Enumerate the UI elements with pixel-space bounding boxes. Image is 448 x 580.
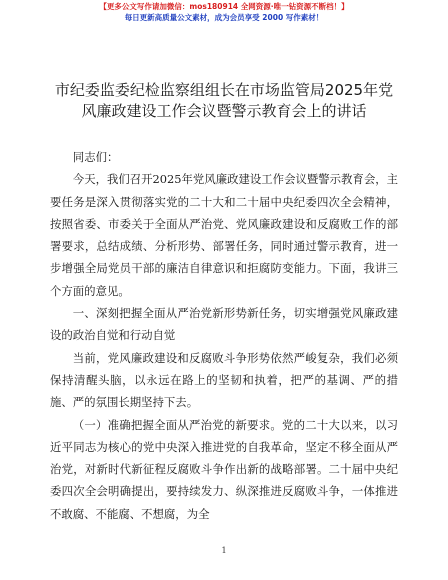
subsection-1: （一）准确把握全面从严治党的新要求。党的二十大以来，以习近平同志为核心的党中央深入推进党的自我革命，坚定不移全面从严治党，对新时代新征程反腐败斗争作出新的战略部署。二十届中央纪委四次全会明确提出，要持续发力、纵深推进反腐败斗争，一体推进不敢腐、不能腐、不想腐，为全 [50, 417, 398, 521]
document-body [50, 146, 398, 525]
document-title: 市纪委监委纪检监察组组长在市场监管局2025年党风廉政建设工作会议暨警示教育会上的讲话 [54, 81, 394, 120]
banner-line-2: 每日更新高质量公文素材，成为会员享受 2000 写作素材！ [124, 13, 324, 22]
page-number: 1 [221, 546, 227, 555]
promo-banner [0, 0, 448, 23]
banner-line-1: 【更多公文写作请加微信：mos180914 全网资源·唯一钻资源不断档！】 [99, 2, 349, 11]
salutation: 同志们： [72, 150, 119, 164]
section-heading-1: 一、深刻把握全面从严治党新形势新任务，切实增强党风廉政建设的政治自觉和行动自觉 [50, 306, 398, 343]
paragraph-situation: 当前，党风廉政建设和反腐败斗争形势依然严峻复杂，我们必须保持清醒头脑，以永远在路上的坚韧和执着，把严的基调、严的措施、严的氛围长期坚持下去。 [50, 350, 398, 410]
paragraph-intro: 今天，我们召开2025年党风廉政建设工作会议暨警示教育会，主要任务是深入贯彻落实党的二十大和二十届中央纪委四次全会精神，按照省委、市委关于全面从严治党、党风廉政建设和反腐败工作的部署要求，总结成绩、分析形势、部署任务，同时通过警示教育，进一步增强全局党员干部的廉洁自律意识和拒腐防变能力。下面，我讲三个方面的意见。 [50, 172, 398, 298]
